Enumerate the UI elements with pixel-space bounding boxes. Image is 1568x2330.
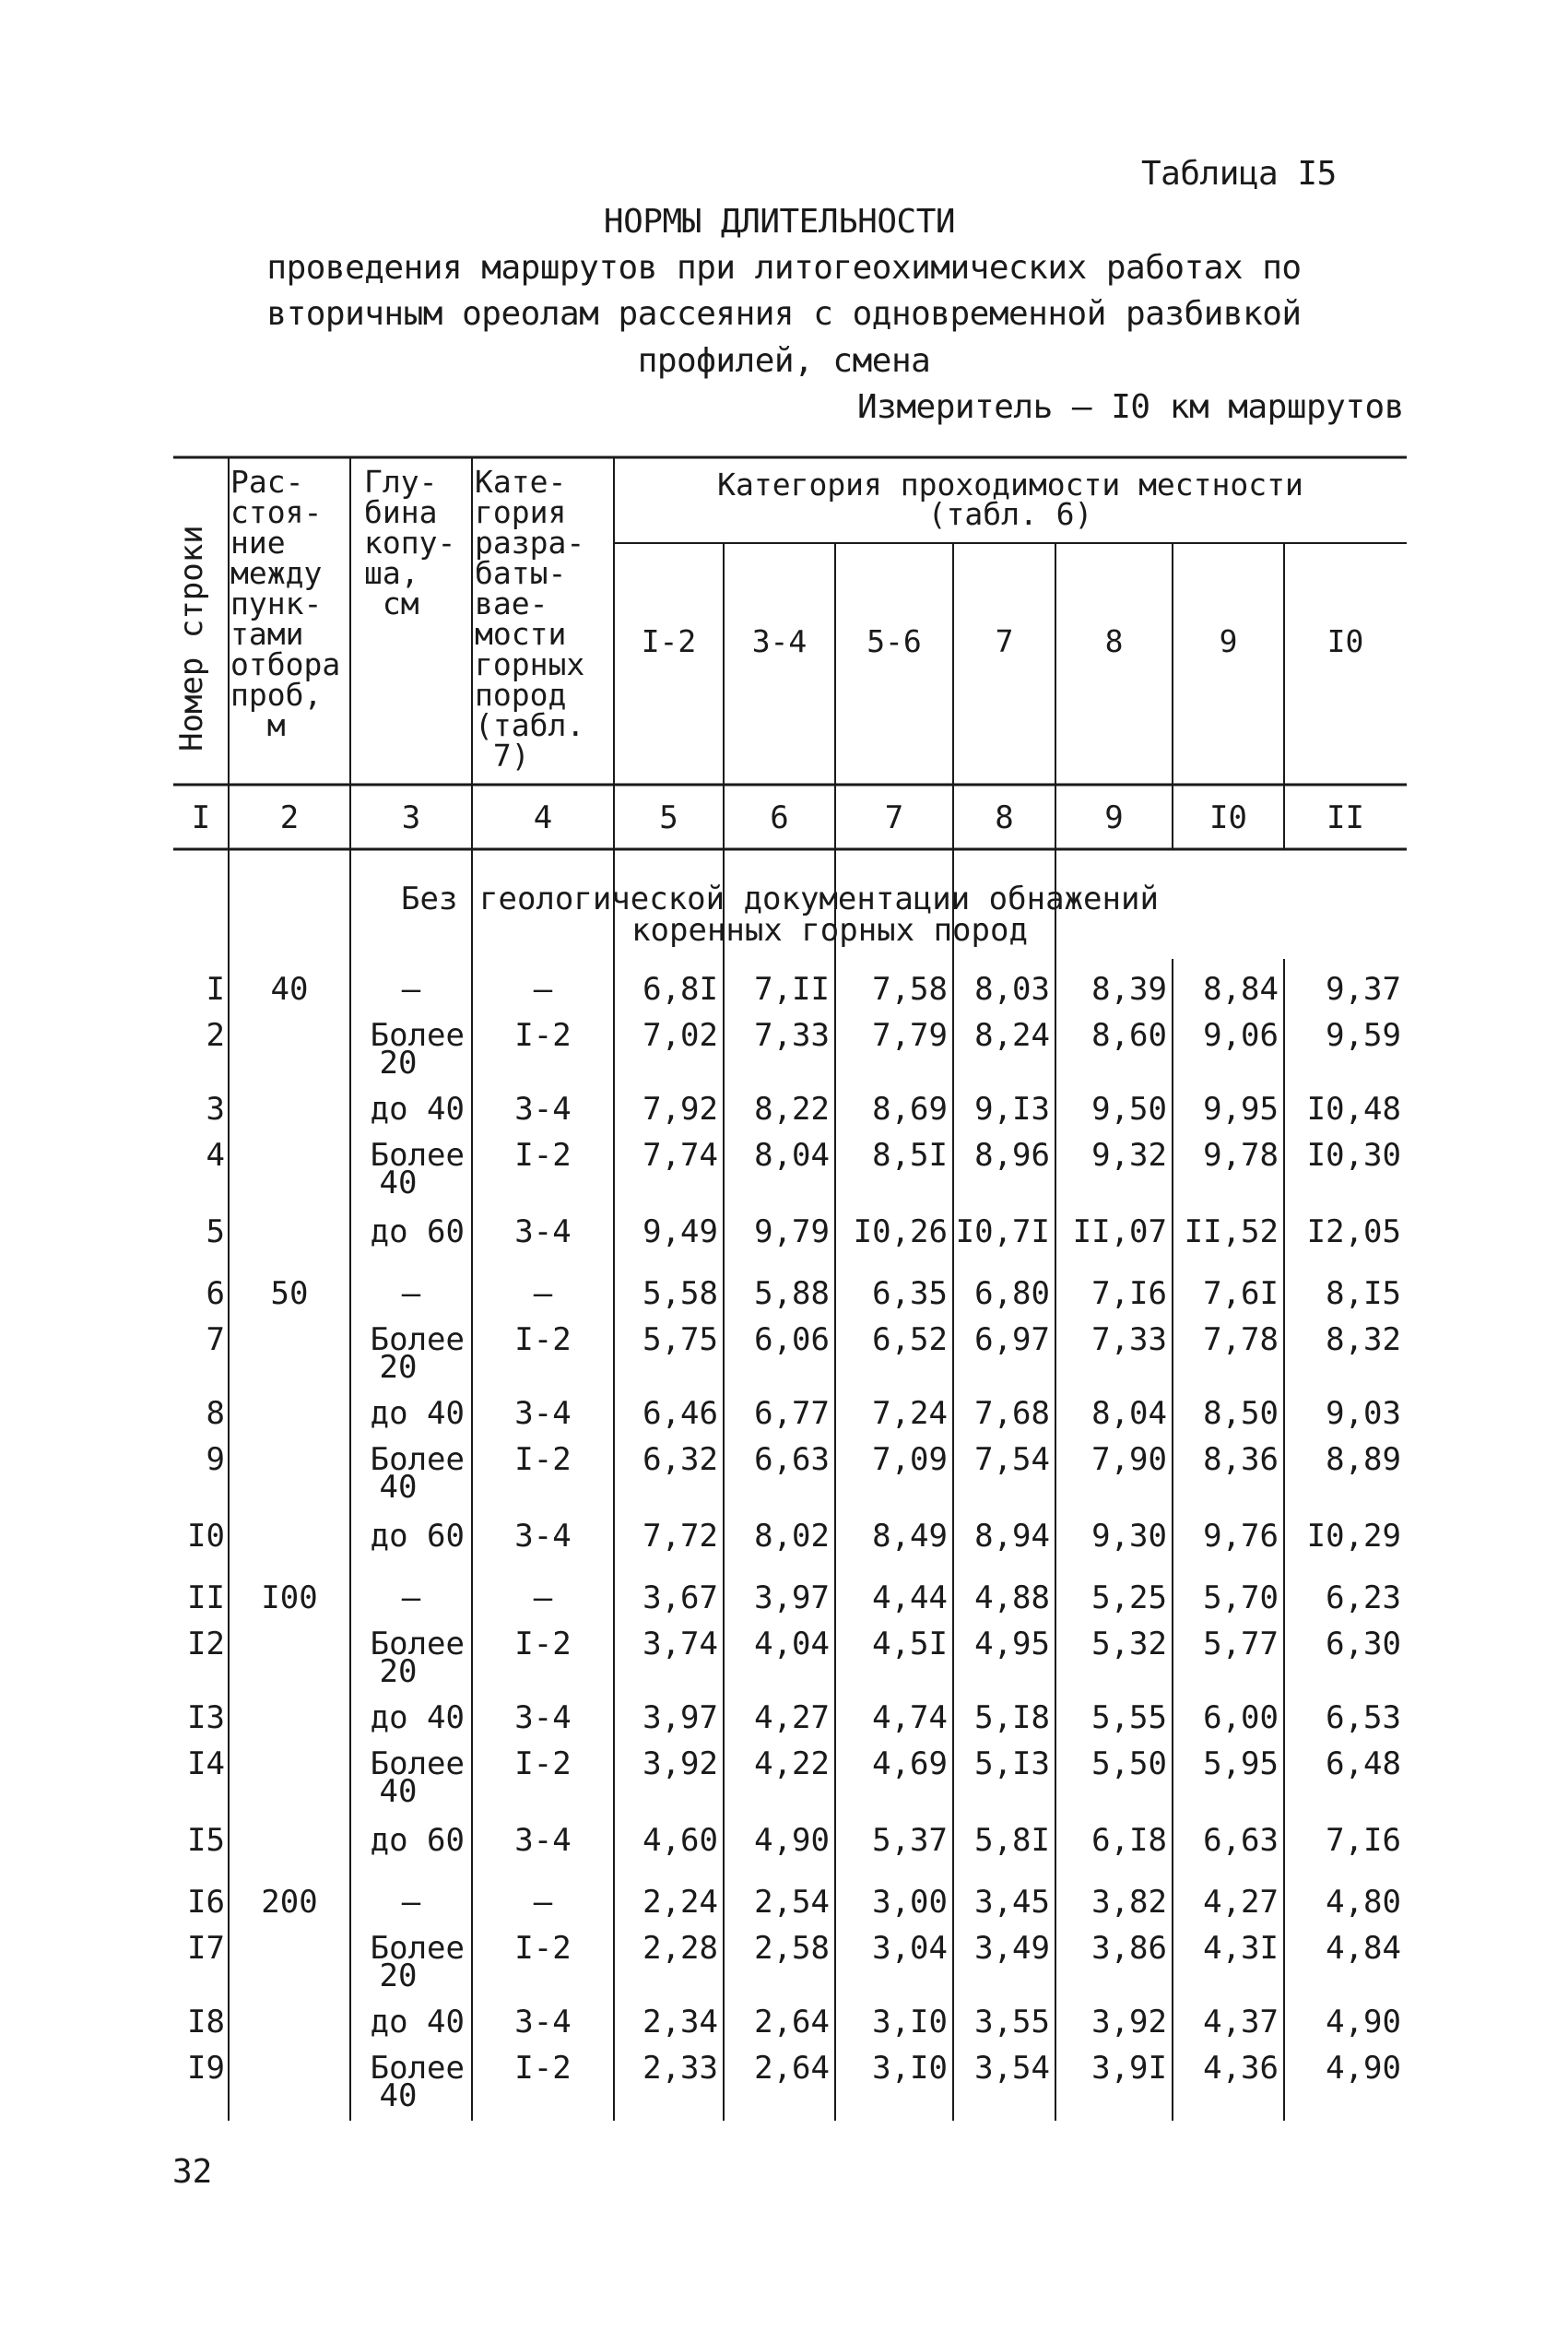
row-rock-category: – (533, 1579, 553, 1616)
row-value: 4,60 (643, 1822, 718, 1859)
row-value: 6,35 (872, 1275, 948, 1312)
row-value: 8,22 (754, 1091, 830, 1128)
header-terrain-col-3: 5-6 (867, 623, 922, 659)
row-value: 4,37 (1203, 2004, 1279, 2040)
row-depth: – (401, 971, 421, 1008)
row-value: 7,90 (1091, 1441, 1167, 1478)
row-value: 4,90 (754, 1822, 830, 1859)
row-value: 3,9I (1091, 2050, 1167, 2087)
row-value: 7,54 (974, 1441, 1050, 1478)
row-value: 3,55 (974, 2004, 1050, 2040)
row-value: 5,58 (643, 1275, 718, 1312)
header-terrain-col-5: 8 (1104, 623, 1124, 659)
row-value: 3,92 (643, 1745, 718, 1782)
row-value: 8,24 (974, 1017, 1050, 1054)
row-number: 9 (206, 1441, 225, 1478)
row-depth-cont: 20 (379, 1045, 418, 1082)
row-number: I6 (187, 1884, 225, 1921)
row-depth-cont: 20 (379, 1653, 418, 1690)
row-depth: до 60 (370, 1518, 465, 1555)
col-number-3: 3 (401, 799, 421, 836)
row-value: 2,58 (754, 1930, 830, 1967)
row-value: 4,27 (1203, 1884, 1279, 1921)
row-value: 4,44 (872, 1579, 948, 1616)
row-number: I7 (187, 1930, 225, 1967)
col-number-6: 6 (770, 799, 789, 836)
row-value: 4,90 (1326, 2050, 1401, 2087)
row-value: 8,03 (974, 971, 1050, 1008)
row-value: 7,33 (1091, 1321, 1167, 1358)
row-value: 7,78 (1203, 1321, 1279, 1358)
page-title: НОРМЫ ДЛИТЕЛЬНОСТИ (603, 203, 956, 241)
row-depth: Более (370, 1441, 465, 1478)
row-value: 7,72 (643, 1518, 718, 1555)
row-value: 7,02 (643, 1017, 718, 1054)
row-number: 7 (206, 1321, 225, 1358)
row-value: 6,63 (1203, 1822, 1279, 1859)
row-depth: Более (370, 1626, 465, 1662)
row-value: 7,II (754, 971, 830, 1008)
row-depth: Более (370, 2050, 465, 2087)
row-rock-category: 3-4 (514, 1213, 572, 1250)
row-number: I2 (187, 1626, 225, 1662)
row-number: II (187, 1579, 225, 1616)
row-rock-category: I-2 (514, 1441, 572, 1478)
row-value: 2,64 (754, 2004, 830, 2040)
header-terrain-col-6: 9 (1219, 623, 1238, 659)
row-value: 7,09 (872, 1441, 948, 1478)
row-rock-category: 3-4 (514, 1822, 572, 1859)
row-value: 3,82 (1091, 1884, 1167, 1921)
row-rock-category: 3-4 (514, 1395, 572, 1432)
row-rock-category: I-2 (514, 1745, 572, 1782)
row-value: 9,I3 (974, 1091, 1050, 1128)
row-value: 6,46 (643, 1395, 718, 1432)
row-value: 6,48 (1326, 1745, 1401, 1782)
row-value: 9,95 (1203, 1091, 1279, 1128)
row-value: 8,84 (1203, 971, 1279, 1008)
row-depth: – (401, 1579, 421, 1616)
header-terrain-col-4: 7 (995, 623, 1014, 659)
row-depth: Более (370, 1321, 465, 1358)
row-value: 9,49 (643, 1213, 718, 1250)
row-value: 6,80 (974, 1275, 1050, 1312)
row-value: 4,95 (974, 1626, 1050, 1662)
row-value: II,07 (1072, 1213, 1167, 1250)
row-value: 8,02 (754, 1518, 830, 1555)
row-value: 4,5I (872, 1626, 948, 1662)
row-value: 2,64 (754, 2050, 830, 2087)
row-value: 3,54 (974, 2050, 1050, 2087)
row-depth-cont: 40 (379, 2077, 418, 2114)
row-depth: до 60 (370, 1822, 465, 1859)
row-value: I0,26 (853, 1213, 948, 1250)
row-value: 7,74 (643, 1137, 718, 1174)
row-value: 5,50 (1091, 1745, 1167, 1782)
row-value: 3,86 (1091, 1930, 1167, 1967)
row-number: I0 (187, 1518, 225, 1555)
row-value: 8,32 (1326, 1321, 1401, 1358)
row-value: 9,79 (754, 1213, 830, 1250)
row-value: 5,70 (1203, 1579, 1279, 1616)
row-value: 9,76 (1203, 1518, 1279, 1555)
row-value: 9,03 (1326, 1395, 1401, 1432)
row-number: I (206, 971, 225, 1008)
row-number: 2 (206, 1017, 225, 1054)
row-distance: 50 (270, 1275, 309, 1312)
row-value: 9,59 (1326, 1017, 1401, 1054)
row-value: II,52 (1184, 1213, 1279, 1250)
row-value: 4,88 (974, 1579, 1050, 1616)
unit-line: Измеритель – I0 км маршрутов (857, 388, 1404, 426)
col-number-4: 4 (533, 799, 553, 836)
subtitle-line-2: вторичным ореолам рассеяния с одновременной разбивкой (266, 295, 1302, 333)
row-number: 5 (206, 1213, 225, 1250)
col-number-9: 9 (1104, 799, 1124, 836)
row-value: 5,77 (1203, 1626, 1279, 1662)
row-value: 6,97 (974, 1321, 1050, 1358)
row-value: 3,45 (974, 1884, 1050, 1921)
row-value: 4,90 (1326, 2004, 1401, 2040)
row-distance: 200 (261, 1884, 318, 1921)
row-number: I3 (187, 1699, 225, 1736)
row-value: 6,30 (1326, 1626, 1401, 1662)
row-rock-category: I-2 (514, 1017, 572, 1054)
row-value: 5,I3 (974, 1745, 1050, 1782)
row-rock-category: 3-4 (514, 2004, 572, 2040)
col-number-11: II (1326, 799, 1364, 836)
row-rock-category: I-2 (514, 1321, 572, 1358)
subtitle-line-1: проведения маршрутов при литогеохимических работах по (266, 249, 1302, 287)
header-distance: Рас- стоя- ние между пунк- тами отбора проб, м (230, 464, 341, 743)
row-value: 3,00 (872, 1884, 948, 1921)
row-value: 3,I0 (872, 2004, 948, 2040)
row-depth: – (401, 1884, 421, 1921)
row-depth: Более (370, 1930, 465, 1967)
row-value: I2,05 (1306, 1213, 1401, 1250)
row-value: 4,22 (754, 1745, 830, 1782)
row-value: 4,27 (754, 1699, 830, 1736)
row-depth: – (401, 1275, 421, 1312)
row-rock-category: 3-4 (514, 1518, 572, 1555)
row-value: 4,80 (1326, 1884, 1401, 1921)
row-rock-category: 3-4 (514, 1699, 572, 1736)
row-value: 9,32 (1091, 1137, 1167, 1174)
row-value: 8,04 (1091, 1395, 1167, 1432)
row-value: 8,94 (974, 1518, 1050, 1555)
row-value: 3,97 (754, 1579, 830, 1616)
col-number-5: 5 (659, 799, 678, 836)
row-value: 3,74 (643, 1626, 718, 1662)
row-value: 6,8I (643, 971, 718, 1008)
row-number: I8 (187, 2004, 225, 2040)
row-value: 2,54 (754, 1884, 830, 1921)
row-rock-category: – (533, 971, 553, 1008)
col-number-7: 7 (884, 799, 904, 836)
row-number: 6 (206, 1275, 225, 1312)
col-number-2: 2 (279, 799, 300, 836)
section-title-cont: коренных горных пород (631, 912, 1028, 949)
row-value: 4,69 (872, 1745, 948, 1782)
row-value: 3,92 (1091, 2004, 1167, 2040)
row-value: 4,3I (1203, 1930, 1279, 1967)
row-value: I0,48 (1306, 1091, 1401, 1128)
row-depth-cont: 20 (379, 1957, 418, 1994)
row-value: I0,29 (1306, 1518, 1401, 1555)
row-value: 2,34 (643, 2004, 718, 2040)
row-value: 6,32 (643, 1441, 718, 1478)
row-value: 3,I0 (872, 2050, 948, 2087)
row-value: I0,30 (1306, 1137, 1401, 1174)
row-value: 5,8I (974, 1822, 1050, 1859)
row-value: 4,04 (754, 1626, 830, 1662)
row-value: 8,89 (1326, 1441, 1401, 1478)
row-rock-category: – (533, 1884, 553, 1921)
row-value: 8,36 (1203, 1441, 1279, 1478)
header-depth: Глу- бина копу- ша, см (364, 464, 456, 621)
row-value: 2,33 (643, 2050, 718, 2087)
row-depth: до 40 (370, 1699, 465, 1736)
row-depth: до 40 (370, 2004, 465, 2040)
row-value: 5,88 (754, 1275, 830, 1312)
row-value: 9,78 (1203, 1137, 1279, 1174)
row-value: 6,77 (754, 1395, 830, 1432)
header-terrain-col-2: 3-4 (751, 623, 808, 659)
row-value: 8,49 (872, 1518, 948, 1555)
row-value: 8,69 (872, 1091, 948, 1128)
row-rock-category: – (533, 1275, 553, 1312)
row-depth-cont: 40 (379, 1469, 418, 1506)
row-value: 5,I8 (974, 1699, 1050, 1736)
row-value: 3,49 (974, 1930, 1050, 1967)
row-distance: 40 (270, 971, 309, 1008)
row-value: 5,25 (1091, 1579, 1167, 1616)
row-value: 3,04 (872, 1930, 948, 1967)
row-number: I4 (187, 1745, 225, 1782)
row-value: I0,7I (955, 1213, 1050, 1250)
table-label: Таблица I5 (1141, 155, 1337, 193)
row-number: I9 (187, 2050, 225, 2087)
row-value: 6,I8 (1091, 1822, 1167, 1859)
section-title-start: Без (401, 881, 458, 917)
row-value: 7,6I (1203, 1275, 1279, 1312)
row-value: 8,50 (1203, 1395, 1279, 1432)
row-value: 8,04 (754, 1137, 830, 1174)
row-value: 5,32 (1091, 1626, 1167, 1662)
row-value: 7,33 (754, 1017, 830, 1054)
row-value: 4,84 (1326, 1930, 1401, 1967)
row-value: 6,63 (754, 1441, 830, 1478)
row-rock-category: I-2 (514, 1626, 572, 1662)
row-rock-category: I-2 (514, 2050, 572, 2087)
row-value: 8,60 (1091, 1017, 1167, 1054)
header-rock-category: Кате- гория разра- баты- вае- мости горных пород (табл. 7) (475, 464, 585, 774)
row-rock-category: 3-4 (514, 1091, 572, 1128)
row-value: 5,37 (872, 1822, 948, 1859)
row-value: 9,06 (1203, 1017, 1279, 1054)
row-value: 7,92 (643, 1091, 718, 1128)
row-value: 8,96 (974, 1137, 1050, 1174)
header-terrain-col-1: I-2 (641, 623, 697, 659)
row-number: 8 (206, 1395, 225, 1432)
row-value: 5,75 (643, 1321, 718, 1358)
row-value: 7,58 (872, 971, 948, 1008)
row-value: 9,30 (1091, 1518, 1167, 1555)
row-value: 5,95 (1203, 1745, 1279, 1782)
row-depth: до 60 (370, 1213, 465, 1250)
row-depth-cont: 40 (379, 1165, 418, 1201)
row-depth: Более (370, 1017, 465, 1054)
row-value: 7,I6 (1326, 1822, 1401, 1859)
row-value: 9,50 (1091, 1091, 1167, 1128)
row-value: 8,I5 (1326, 1275, 1401, 1312)
row-value: 5,55 (1091, 1699, 1167, 1736)
row-number: 4 (206, 1137, 225, 1174)
subtitle-line-3: профилей, смена (637, 342, 931, 380)
row-value: 3,97 (643, 1699, 718, 1736)
col-number-8: 8 (995, 799, 1014, 836)
row-value: 7,I6 (1091, 1275, 1167, 1312)
row-value: 6,00 (1203, 1699, 1279, 1736)
row-number: 3 (206, 1091, 225, 1128)
header-terrain-ref: (табл. 6) (927, 496, 1093, 532)
header-terrain-group: Категория проходимости местности (717, 467, 1303, 503)
row-depth-cont: 20 (379, 1349, 418, 1386)
header-row-number: Номер строки (173, 525, 210, 751)
row-value: 6,23 (1326, 1579, 1401, 1616)
row-value: 8,5I (872, 1137, 948, 1174)
row-value: 4,36 (1203, 2050, 1279, 2087)
row-value: 9,37 (1326, 971, 1401, 1008)
row-value: 7,79 (872, 1017, 948, 1054)
col-number-1: I (191, 799, 211, 836)
row-value: 3,67 (643, 1579, 718, 1616)
row-value: 6,53 (1326, 1699, 1401, 1736)
row-rock-category: I-2 (514, 1137, 572, 1174)
row-number: I5 (187, 1822, 225, 1859)
header-terrain-col-7: I0 (1326, 623, 1364, 659)
row-depth: Более (370, 1745, 465, 1782)
section-title-main: геологической документации обнажений (479, 881, 1159, 917)
row-value: 6,52 (872, 1321, 948, 1358)
row-value: 8,39 (1091, 971, 1167, 1008)
row-depth: до 40 (370, 1395, 465, 1432)
col-number-10: I0 (1209, 799, 1247, 836)
row-distance: I00 (261, 1579, 318, 1616)
row-depth-cont: 40 (379, 1773, 418, 1810)
page-number: 32 (172, 2153, 213, 2191)
row-value: 6,06 (754, 1321, 830, 1358)
row-depth: Более (370, 1137, 465, 1174)
row-value: 7,68 (974, 1395, 1050, 1432)
row-rock-category: I-2 (514, 1930, 572, 1967)
row-value: 2,24 (643, 1884, 718, 1921)
row-depth: до 40 (370, 1091, 465, 1128)
row-value: 2,28 (643, 1930, 718, 1967)
row-value: 7,24 (872, 1395, 948, 1432)
row-value: 4,74 (872, 1699, 948, 1736)
